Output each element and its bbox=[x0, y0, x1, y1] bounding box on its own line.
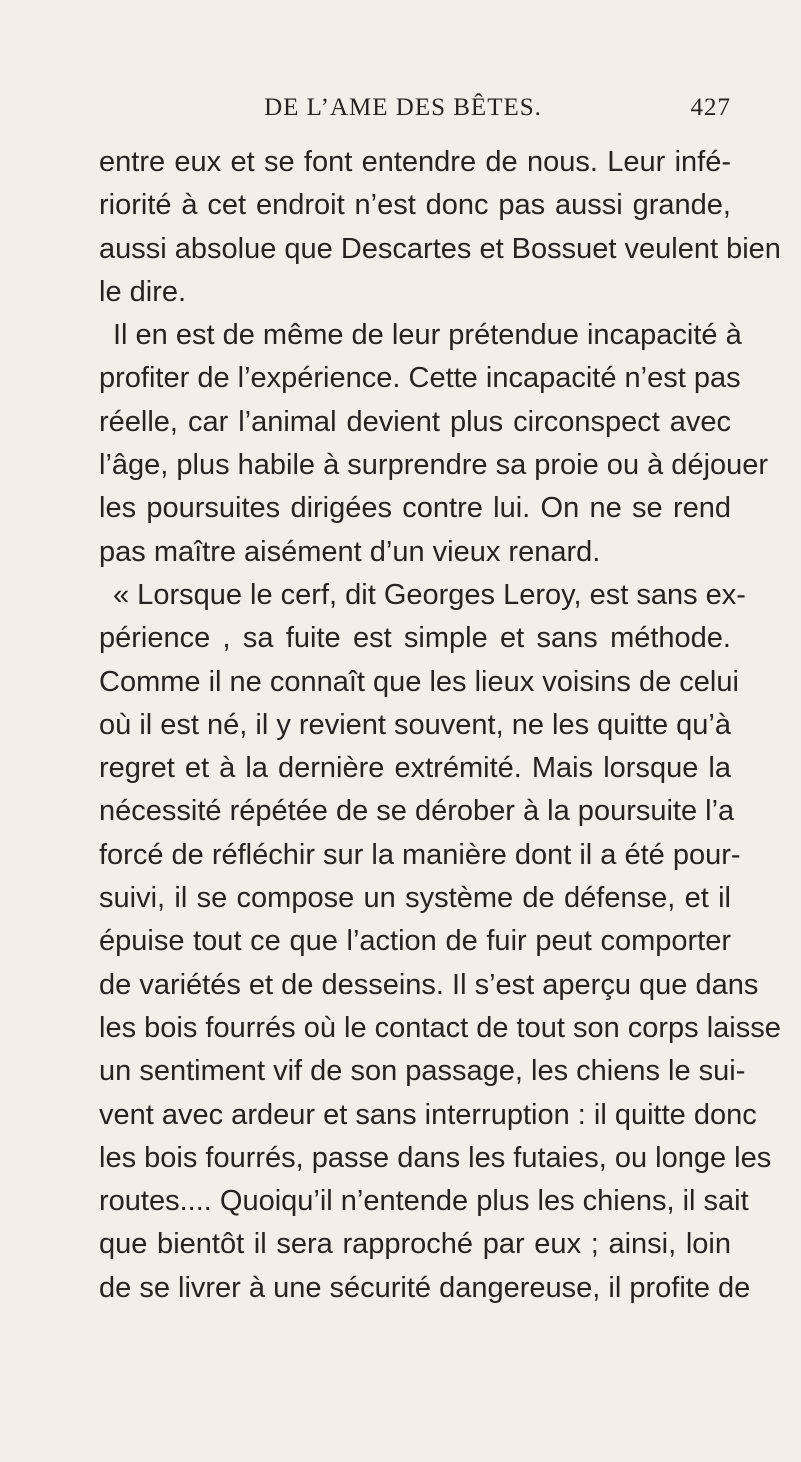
page-number: 427 bbox=[690, 94, 731, 121]
text-line: les bois fourrés où le contact de tout son corps laisse bbox=[99, 1011, 781, 1044]
text-line: pas maître aisément d’un vieux renard. bbox=[99, 535, 601, 568]
running-title: DE L’AME DES BÊTES. bbox=[264, 94, 542, 121]
text-line: réelle, car l’animal devient plus circonspect avec bbox=[99, 405, 731, 438]
text-line: suivi, il se compose un système de défense, et il bbox=[99, 882, 731, 915]
text-line: de se livrer à une sécurité dangereuse, il profite de bbox=[99, 1271, 751, 1304]
text-line: Il en est de même de leur prétendue incapacité à bbox=[113, 319, 742, 352]
text-line: où il est né, il y revient souvent, ne les quitte qu’à bbox=[99, 708, 731, 741]
text-line: routes.... Quoiqu’il n’entende plus les chiens, il sait bbox=[99, 1185, 749, 1218]
text-line: vent avec ardeur et sans interruption : il quitte donc bbox=[99, 1098, 757, 1131]
text-line: de variétés et de desseins. Il s’est aperçu que dans bbox=[99, 968, 759, 1001]
text-line: riorité à cet endroit n’est donc pas aussi grande, bbox=[99, 189, 731, 222]
text-line: Comme il ne connaît que les lieux voisins de celui bbox=[99, 665, 739, 698]
text-line: entre eux et se font entendre de nous. Leur infé- bbox=[99, 146, 731, 178]
text-line: que bientôt il sera rapproché par eux ; ainsi, loin bbox=[99, 1228, 731, 1261]
text-line: nécessité répétée de se dérober à la poursuite l’a bbox=[99, 795, 735, 828]
text-line: périence , sa fuite est simple et sans méthode. bbox=[99, 622, 731, 655]
text-line: forcé de réfléchir sur la manière dont il a été pour- bbox=[99, 838, 741, 871]
text-line: aussi absolue que Descartes et Bossuet veulent bien bbox=[99, 232, 781, 265]
text-line: l’âge, plus habile à surprendre sa proie ou à déjouer bbox=[99, 449, 769, 482]
text-line: regret et à la dernière extrémité. Mais lorsque la bbox=[99, 752, 731, 785]
text-line: épuise tout ce que l’action de fuir peut comporter bbox=[99, 925, 731, 958]
text-line: les bois fourrés, passe dans les futaies, ou longe les bbox=[99, 1141, 772, 1174]
running-header bbox=[99, 88, 731, 130]
text-line: le dire. bbox=[99, 275, 187, 308]
text-line: les poursuites dirigées contre lui. On ne se rend bbox=[99, 492, 731, 525]
text-line: profiter de l’expérience. Cette incapacité n’est pas bbox=[99, 362, 741, 395]
text-line: un sentiment vif de son passage, les chiens le sui- bbox=[99, 1055, 746, 1088]
text-line: « Lorsque le cerf, dit Georges Leroy, est sans ex- bbox=[113, 578, 746, 611]
body-text bbox=[99, 141, 781, 1310]
